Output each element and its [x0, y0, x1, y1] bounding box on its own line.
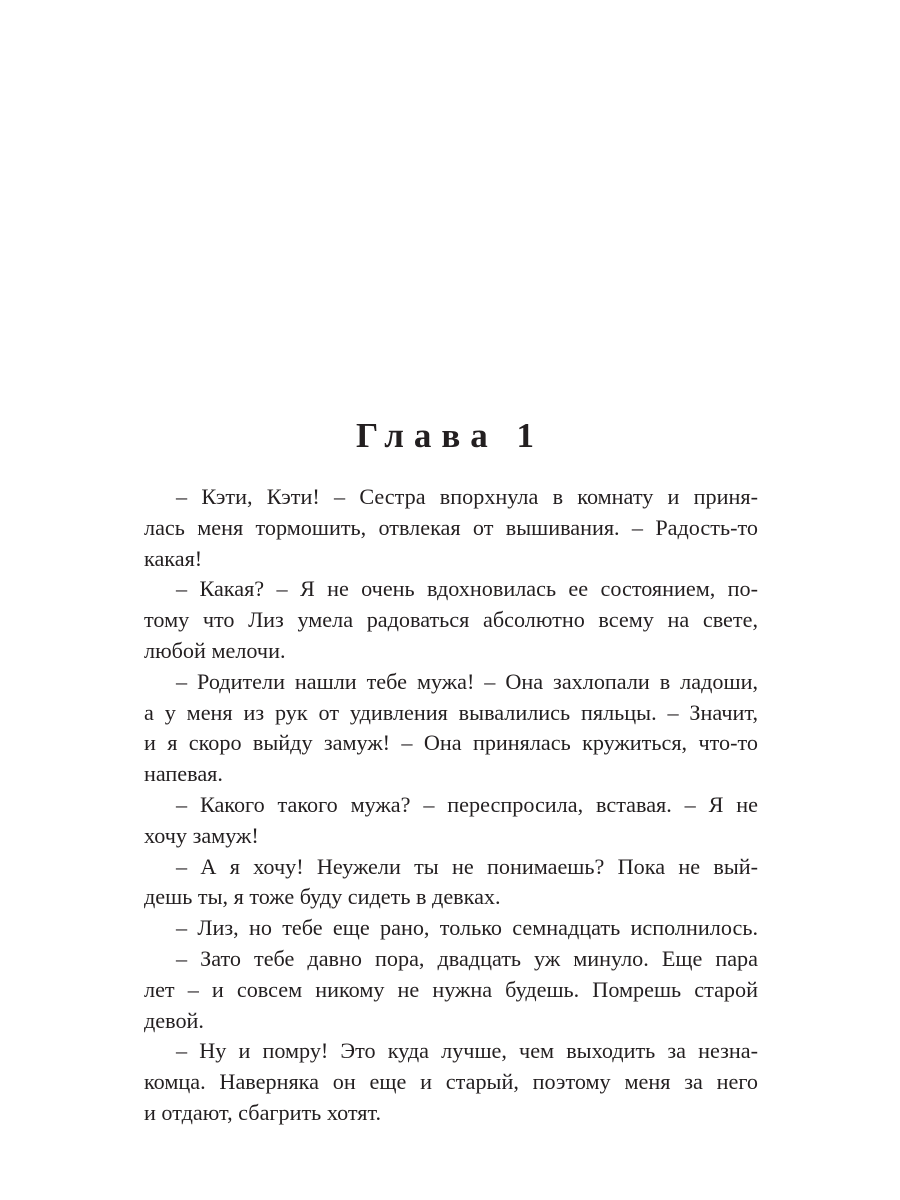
text-line: – Какого такого мужа? – переспросила, вставая. – Я не — [176, 791, 758, 817]
text-line: тому что Лиз умела радоваться абсолютно всему на свете, — [144, 607, 758, 633]
text-line: любой мелочи. — [144, 637, 286, 663]
text-line: напевая. — [144, 761, 223, 787]
text-line: – Кэти, Кэти! – Сестра впорхнула в комнату и приня- — [176, 484, 758, 509]
text-line: – Какая? – Я не очень вдохновилась ее состоянием, по- — [176, 576, 758, 602]
text-line: а у меня из рук от удивления вывалились пяльцы. – Значит, — [144, 699, 758, 725]
text-line: – Лиз, но тебе еще рано, только семнадцать исполнилось. — [176, 915, 758, 941]
text-line: хочу замуж! — [144, 822, 259, 848]
chapter-body-text — [144, 482, 758, 1129]
text-line: – Родители нашли тебе мужа! – Она захлопали в ладоши, — [176, 668, 758, 694]
chapter-title: Глава 1 — [355, 416, 545, 455]
text-line: дешь ты, я тоже буду сидеть в девках. — [144, 884, 501, 910]
text-line: лет – и совсем никому не нужна будешь. Помрешь старой — [144, 976, 758, 1002]
text-line: лась меня тормошить, отвлекая от вышивания. – Радость-то — [144, 514, 758, 540]
text-line: какая! — [144, 545, 203, 571]
text-line: и отдают, сбагрить хотят. — [144, 1099, 382, 1125]
text-line: и я скоро выйду замуж! – Она принялась кружиться, что-то — [144, 730, 758, 756]
text-line: – А я хочу! Неужели ты не понимаешь? Пока не вый- — [176, 853, 758, 879]
text-line: – Ну и помру! Это куда лучше, чем выходить за незна- — [176, 1038, 758, 1064]
text-line: комца. Наверняка он еще и старый, поэтому меня за него — [144, 1069, 758, 1095]
text-line: девой. — [144, 1007, 204, 1033]
text-line: – Зато тебе давно пора, двадцать уж минуло. Еще пара — [176, 945, 758, 971]
